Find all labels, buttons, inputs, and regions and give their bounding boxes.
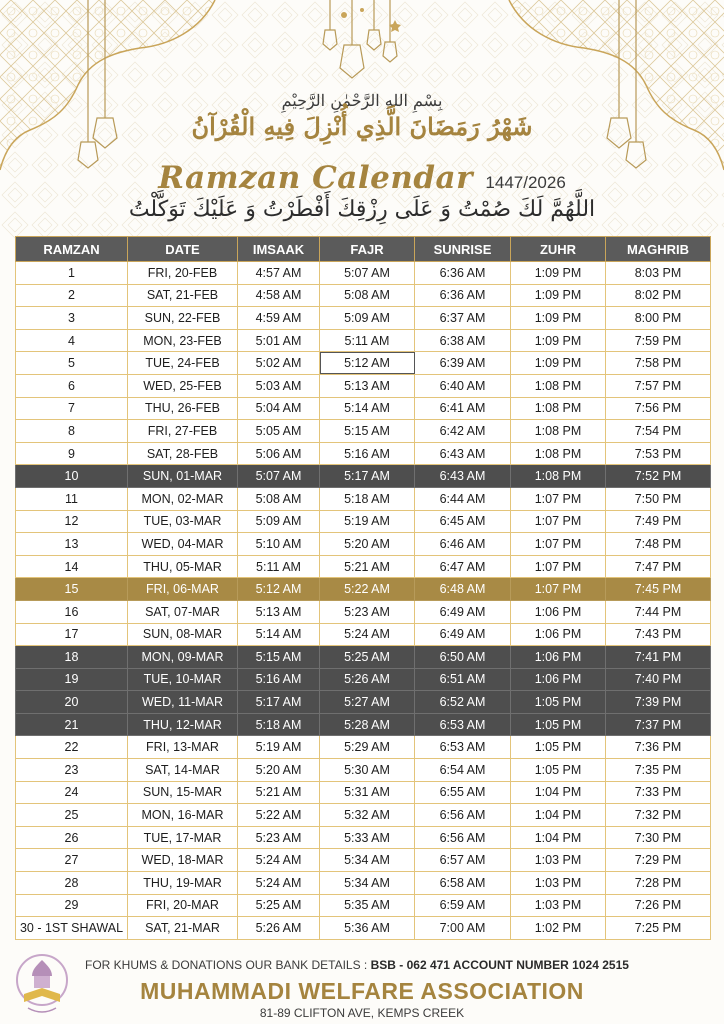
cell-fajr: 5:21 AM [320,555,415,578]
cell-date: FRI, 20-MAR [128,894,238,917]
cell-fajr: 5:27 AM [320,691,415,714]
table-row [16,804,711,827]
cell-ramzan: 13 [16,533,128,556]
iftar-dua: اللَّهُمَّ لَكَ صُمْتُ وَ عَلَى رِزْقِكَ أَفْطَرْتُ وَ عَلَيْكَ تَوَكَّلْتُ [128,197,596,222]
bank-account: BSB - 062 471 ACCOUNT NUMBER 1024 2515 [370,958,629,972]
cell-imsaak: 5:24 AM [238,872,320,895]
cell-sunrise: 7:00 AM [415,917,511,940]
cell-date: THU, 12-MAR [128,713,238,736]
cell-ramzan: 8 [16,420,128,443]
table-row [16,646,711,669]
cell-fajr: 5:25 AM [320,646,415,669]
cell-maghrib: 7:36 PM [606,736,711,759]
cell-fajr: 5:33 AM [320,826,415,849]
cell-sunrise: 6:40 AM [415,374,511,397]
cell-date: FRI, 13-MAR [128,736,238,759]
cell-imsaak: 5:02 AM [238,352,320,375]
cell-zuhr: 1:08 PM [511,374,606,397]
column-header-fajr: FAJR [320,237,415,262]
table-row [16,487,711,510]
cell-zuhr: 1:06 PM [511,646,606,669]
cell-fajr: 5:20 AM [320,533,415,556]
cell-zuhr: 1:04 PM [511,804,606,827]
cell-sunrise: 6:53 AM [415,736,511,759]
cell-imsaak: 5:24 AM [238,849,320,872]
cell-fajr: 5:08 AM [320,284,415,307]
cell-date: FRI, 27-FEB [128,420,238,443]
cell-sunrise: 6:46 AM [415,533,511,556]
cell-fajr: 5:13 AM [320,374,415,397]
cell-ramzan: 2 [16,284,128,307]
cell-sunrise: 6:56 AM [415,804,511,827]
cell-ramzan: 12 [16,510,128,533]
column-header-maghrib: MAGHRIB [606,237,711,262]
cell-date: TUE, 24-FEB [128,352,238,375]
cell-sunrise: 6:44 AM [415,487,511,510]
cell-maghrib: 7:33 PM [606,781,711,804]
cell-ramzan: 3 [16,307,128,330]
cell-date: THU, 26-FEB [128,397,238,420]
cell-maghrib: 7:59 PM [606,329,711,352]
cell-sunrise: 6:45 AM [415,510,511,533]
cell-date: SUN, 22-FEB [128,307,238,330]
cell-sunrise: 6:57 AM [415,849,511,872]
cell-ramzan: 9 [16,442,128,465]
cell-maghrib: 7:29 PM [606,849,711,872]
cell-fajr: 5:14 AM [320,397,415,420]
cell-zuhr: 1:06 PM [511,623,606,646]
cell-ramzan: 14 [16,555,128,578]
cell-zuhr: 1:04 PM [511,826,606,849]
mosque-book-logo-icon [14,950,70,1020]
cell-date: SAT, 07-MAR [128,600,238,623]
cell-date: SAT, 14-MAR [128,759,238,782]
table-row [16,510,711,533]
cell-sunrise: 6:38 AM [415,329,511,352]
cell-zuhr: 1:04 PM [511,781,606,804]
cell-imsaak: 5:14 AM [238,623,320,646]
cell-maghrib: 7:56 PM [606,397,711,420]
cell-fajr: 5:15 AM [320,420,415,443]
cell-date: SAT, 28-FEB [128,442,238,465]
cell-imsaak: 5:09 AM [238,510,320,533]
cell-fajr: 5:17 AM [320,465,415,488]
cell-maghrib: 7:58 PM [606,352,711,375]
cell-imsaak: 5:12 AM [238,578,320,601]
cell-sunrise: 6:36 AM [415,262,511,285]
cell-sunrise: 6:51 AM [415,668,511,691]
cell-date: WED, 18-MAR [128,849,238,872]
cell-zuhr: 1:05 PM [511,691,606,714]
cell-fajr: 5:16 AM [320,442,415,465]
table-row [16,420,711,443]
cell-zuhr: 1:08 PM [511,420,606,443]
cell-date: MON, 23-FEB [128,329,238,352]
cell-fajr: 5:11 AM [320,329,415,352]
cell-maghrib: 7:40 PM [606,668,711,691]
table-row [16,894,711,917]
table-row [16,555,711,578]
cell-sunrise: 6:37 AM [415,307,511,330]
table-row [16,826,711,849]
ramadan-calligraphy: شَهْرُ رَمَضَانَ الَّذِي أُنْزِلَ فِيهِ الْقُرْآنُ [191,112,533,141]
cell-zuhr: 1:03 PM [511,872,606,895]
cell-imsaak: 5:15 AM [238,646,320,669]
cell-maghrib: 8:03 PM [606,262,711,285]
cell-fajr: 5:22 AM [320,578,415,601]
cell-sunrise: 6:43 AM [415,442,511,465]
cell-sunrise: 6:36 AM [415,284,511,307]
cell-maghrib: 7:54 PM [606,420,711,443]
organization-address: 81-89 CLIFTON AVE, KEMPS CREEK [259,1006,465,1020]
cell-sunrise: 6:49 AM [415,623,511,646]
cell-maghrib: 7:25 PM [606,917,711,940]
cell-sunrise: 6:54 AM [415,759,511,782]
cell-maghrib: 7:30 PM [606,826,711,849]
cell-date: THU, 19-MAR [128,872,238,895]
cell-maghrib: 7:48 PM [606,533,711,556]
table-row [16,262,711,285]
cell-date: WED, 04-MAR [128,533,238,556]
page-title: Ramzan Calendar [158,160,473,196]
table-row [16,668,711,691]
cell-maghrib: 7:32 PM [606,804,711,827]
cell-ramzan: 18 [16,646,128,669]
cell-sunrise: 6:58 AM [415,872,511,895]
cell-imsaak: 5:06 AM [238,442,320,465]
cell-ramzan: 11 [16,487,128,510]
cell-imsaak: 5:21 AM [238,781,320,804]
table-row [16,533,711,556]
cell-zuhr: 1:07 PM [511,555,606,578]
cell-ramzan: 28 [16,872,128,895]
table-row [16,374,711,397]
cell-zuhr: 1:08 PM [511,442,606,465]
cell-zuhr: 1:06 PM [511,668,606,691]
cell-imsaak: 5:20 AM [238,759,320,782]
column-header-zuhr: ZUHR [511,237,606,262]
cell-ramzan: 16 [16,600,128,623]
cell-ramzan: 17 [16,623,128,646]
cell-imsaak: 5:11 AM [238,555,320,578]
cell-ramzan: 29 [16,894,128,917]
cell-ramzan: 22 [16,736,128,759]
cell-maghrib: 7:52 PM [606,465,711,488]
cell-zuhr: 1:05 PM [511,759,606,782]
cell-fajr: 5:19 AM [320,510,415,533]
cell-zuhr: 1:09 PM [511,329,606,352]
cell-imsaak: 5:22 AM [238,804,320,827]
cell-date: WED, 25-FEB [128,374,238,397]
cell-maghrib: 7:57 PM [606,374,711,397]
table-row [16,284,711,307]
cell-maghrib: 7:28 PM [606,872,711,895]
cell-maghrib: 8:00 PM [606,307,711,330]
cell-ramzan: 26 [16,826,128,849]
cell-maghrib: 7:49 PM [606,510,711,533]
cell-zuhr: 1:06 PM [511,600,606,623]
cell-zuhr: 1:07 PM [511,510,606,533]
cell-zuhr: 1:08 PM [511,465,606,488]
table-row [16,578,711,601]
cell-sunrise: 6:42 AM [415,420,511,443]
cell-imsaak: 5:01 AM [238,329,320,352]
cell-maghrib: 7:35 PM [606,759,711,782]
cell-imsaak: 5:26 AM [238,917,320,940]
cell-maghrib: 7:50 PM [606,487,711,510]
table-row [16,465,711,488]
cell-imsaak: 5:07 AM [238,465,320,488]
cell-imsaak: 5:25 AM [238,894,320,917]
cell-maghrib: 7:43 PM [606,623,711,646]
table-row [16,872,711,895]
cell-ramzan: 24 [16,781,128,804]
cell-fajr: 5:07 AM [320,262,415,285]
cell-ramzan: 4 [16,329,128,352]
table-row [16,691,711,714]
cell-date: THU, 05-MAR [128,555,238,578]
column-header-sunrise: SUNRISE [415,237,511,262]
cell-sunrise: 6:49 AM [415,600,511,623]
table-row [16,352,711,375]
cell-maghrib: 7:44 PM [606,600,711,623]
cell-date: SUN, 15-MAR [128,781,238,804]
cell-imsaak: 5:10 AM [238,533,320,556]
cell-date: SUN, 08-MAR [128,623,238,646]
cell-maghrib: 7:37 PM [606,713,711,736]
cell-sunrise: 6:39 AM [415,352,511,375]
cell-maghrib: 7:47 PM [606,555,711,578]
cell-maghrib: 8:02 PM [606,284,711,307]
organization-name: MUHAMMADI WELFARE ASSOCIATION [140,978,584,1004]
cell-zuhr: 1:09 PM [511,284,606,307]
cell-fajr: 5:30 AM [320,759,415,782]
cell-fajr: 5:18 AM [320,487,415,510]
cell-fajr: 5:24 AM [320,623,415,646]
cell-fajr: 5:28 AM [320,713,415,736]
cell-imsaak: 5:04 AM [238,397,320,420]
cell-sunrise: 6:55 AM [415,781,511,804]
cell-sunrise: 6:47 AM [415,555,511,578]
cell-date: WED, 11-MAR [128,691,238,714]
cell-date: SAT, 21-FEB [128,284,238,307]
cell-fajr: 5:23 AM [320,600,415,623]
cell-ramzan: 15 [16,578,128,601]
cell-ramzan: 20 [16,691,128,714]
cell-zuhr: 1:05 PM [511,736,606,759]
cell-imsaak: 5:16 AM [238,668,320,691]
cell-date: TUE, 17-MAR [128,826,238,849]
cell-zuhr: 1:03 PM [511,849,606,872]
table-row [16,307,711,330]
cell-ramzan: 23 [16,759,128,782]
cell-imsaak: 5:18 AM [238,713,320,736]
table-row [16,600,711,623]
table-row [16,623,711,646]
cell-fajr: 5:34 AM [320,849,415,872]
cell-ramzan: 21 [16,713,128,736]
cell-imsaak: 5:08 AM [238,487,320,510]
cell-fajr: 5:32 AM [320,804,415,827]
cell-sunrise: 6:56 AM [415,826,511,849]
cell-sunrise: 6:48 AM [415,578,511,601]
cell-date: MON, 16-MAR [128,804,238,827]
cell-zuhr: 1:02 PM [511,917,606,940]
cell-ramzan: 5 [16,352,128,375]
cell-ramzan: 10 [16,465,128,488]
cell-maghrib: 7:26 PM [606,894,711,917]
cell-ramzan: 25 [16,804,128,827]
cell-maghrib: 7:39 PM [606,691,711,714]
cell-ramzan: 30 - 1ST SHAWAL [16,917,128,940]
table-row [16,917,711,940]
cell-zuhr: 1:05 PM [511,713,606,736]
cell-sunrise: 6:43 AM [415,465,511,488]
cell-sunrise: 6:41 AM [415,397,511,420]
bismillah-text: بِسْمِ اللهِ الرَّحْمٰنِ الرَّحِيْمِ [281,91,443,110]
cell-imsaak: 5:03 AM [238,374,320,397]
cell-maghrib: 7:45 PM [606,578,711,601]
cell-sunrise: 6:53 AM [415,713,511,736]
cell-date: TUE, 03-MAR [128,510,238,533]
cell-ramzan: 1 [16,262,128,285]
cell-fajr: 5:09 AM [320,307,415,330]
cell-ramzan: 7 [16,397,128,420]
cell-ramzan: 19 [16,668,128,691]
cell-sunrise: 6:50 AM [415,646,511,669]
year-label: 1447/2026 [485,173,566,192]
cell-zuhr: 1:08 PM [511,397,606,420]
cell-imsaak: 5:19 AM [238,736,320,759]
cell-date: SAT, 21-MAR [128,917,238,940]
column-header-ramzan: RAMZAN [16,237,128,262]
table-row [16,713,711,736]
cell-imsaak: 5:17 AM [238,691,320,714]
table-body [16,262,711,940]
cell-fajr: 5:31 AM [320,781,415,804]
column-header-date: DATE [128,237,238,262]
cell-maghrib: 7:41 PM [606,646,711,669]
table-row [16,759,711,782]
cell-date: MON, 09-MAR [128,646,238,669]
column-header-imsaak: IMSAAK [238,237,320,262]
table-row [16,397,711,420]
cell-zuhr: 1:09 PM [511,262,606,285]
cell-fajr: 5:35 AM [320,894,415,917]
cell-ramzan: 6 [16,374,128,397]
cell-imsaak: 4:57 AM [238,262,320,285]
cell-zuhr: 1:09 PM [511,352,606,375]
cell-imsaak: 4:59 AM [238,307,320,330]
cell-zuhr: 1:07 PM [511,578,606,601]
cell-zuhr: 1:07 PM [511,533,606,556]
cell-date: FRI, 20-FEB [128,262,238,285]
cell-sunrise: 6:59 AM [415,894,511,917]
table-row [16,736,711,759]
table-row [16,781,711,804]
table-header-row [16,237,711,262]
cell-imsaak: 5:13 AM [238,600,320,623]
cell-date: SUN, 01-MAR [128,465,238,488]
prayer-times-table [15,236,711,940]
cell-zuhr: 1:03 PM [511,894,606,917]
cell-maghrib: 7:53 PM [606,442,711,465]
cell-date: FRI, 06-MAR [128,578,238,601]
cell-zuhr: 1:07 PM [511,487,606,510]
table-row [16,849,711,872]
bank-details [85,958,705,972]
cell-fajr: 5:26 AM [320,668,415,691]
cell-fajr: 5:36 AM [320,917,415,940]
cell-sunrise: 6:52 AM [415,691,511,714]
cell-imsaak: 5:05 AM [238,420,320,443]
cell-fajr: 5:29 AM [320,736,415,759]
cell-imsaak: 5:23 AM [238,826,320,849]
cell-imsaak: 4:58 AM [238,284,320,307]
table-row [16,329,711,352]
bank-prefix: FOR KHUMS & DONATIONS OUR BANK DETAILS : [85,958,371,972]
title-block [0,160,724,196]
cell-date: MON, 02-MAR [128,487,238,510]
cell-ramzan: 27 [16,849,128,872]
table-row [16,442,711,465]
cell-fajr: 5:34 AM [320,872,415,895]
cell-fajr: 5:12 AM [320,352,415,375]
cell-zuhr: 1:09 PM [511,307,606,330]
cell-date: TUE, 10-MAR [128,668,238,691]
